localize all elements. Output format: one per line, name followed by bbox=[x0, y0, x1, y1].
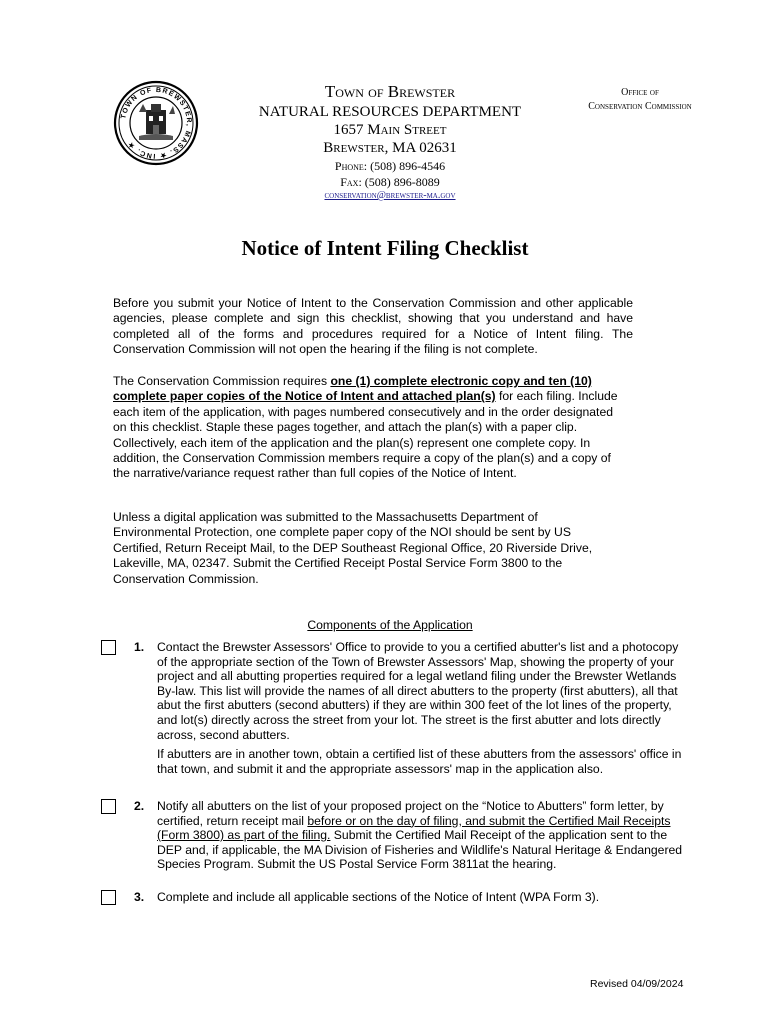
item-2-number: 2. bbox=[134, 799, 145, 813]
letterhead bbox=[250, 82, 530, 202]
item-2-checkbox[interactable] bbox=[101, 799, 116, 814]
item-2-text bbox=[157, 799, 685, 872]
intro-paragraph: Before you submit your Notice of Intent to the Conservation Commission and other applicable agencies, please complete and sign this checklist, showing that you understand and have completed all of the forms and procedures required for a Notice of Intent filing. The Conservation Commission will not open the hearing if the filing is not complete. bbox=[113, 296, 633, 357]
copies-text-after: for each filing. Include each item of the application, with pages numbered consecutively and in the order designated on this checklist. Staple these pages together, and attach the plan(s) with a paper clip. Collectively, each item of the application and the plan(s) represent one complete copy. In addition, the Conservation Commission members require a copy of the plan(s) and a copy of the narrative/variance request rather than full copies of the Notice of Intent. bbox=[113, 389, 618, 481]
office-line-2: Conservation Commission bbox=[588, 101, 692, 112]
town-name: Town of Brewster bbox=[324, 82, 456, 101]
item-3-text: Complete and include all applicable sections of the Notice of Intent (WPA Form 3). bbox=[157, 890, 600, 904]
digital-paragraph: Unless a digital application was submitted to the Massachusetts Department of Environmental Protection, one complete paper copy of the NOI should be sent by US Certified, Return Receipt Mail, to the DEP Southeast Regional Office, 20 Riverside Drive, Lakeville, MA, 02347. Submit the Certified Receipt Postal Service Form 3800 to the Conservation Commission. bbox=[113, 510, 593, 586]
office-label bbox=[550, 86, 730, 114]
item-3-number: 3. bbox=[134, 890, 145, 904]
item-1-checkbox[interactable] bbox=[101, 640, 116, 655]
street-address: 1657 Main Street bbox=[333, 122, 447, 139]
item-2-text-b: Submit the Certified Mail Receipt of the application sent to the DEP and, if applicable, the MA Division of Fisheries and Wildlife's Natural Heritage & Endangered Species Program. Submit the US Postal Service Form 3811at the hearing. bbox=[157, 828, 683, 872]
components-heading: Components of the Application bbox=[307, 618, 473, 632]
email-link[interactable]: conservation@brewster-ma.gov bbox=[324, 190, 456, 201]
copies-paragraph bbox=[113, 374, 618, 482]
copies-emphasis: one (1) complete electronic copy and ten (10) complete paper copies of the Notice of Intent and attached plan(s) bbox=[113, 374, 592, 404]
item-3-checkbox[interactable] bbox=[101, 890, 116, 905]
city-address: Brewster, MA 02631 bbox=[323, 140, 457, 157]
town-seal-logo bbox=[113, 80, 199, 166]
phone-number: Phone: (508) 896-4546 bbox=[334, 158, 446, 173]
svg-text:TOWN OF BREWSTER, MASS. ★ INC.: TOWN OF BREWSTER, MASS. ★ INC. ★ bbox=[120, 86, 193, 160]
office-line-1: Office of bbox=[621, 87, 659, 98]
department-name: NATURAL RESOURCES DEPARTMENT bbox=[258, 103, 522, 120]
item-1-text: Contact the Brewster Assessors' Office to provide to you a certified abutter's list and a photocopy of the appropriate section of the Town of Brewster Assessors' Map, showing the property of your project and all abutting properties required for a legal wetland filing under the Brewster Wetlands By-law. This list will provide the names of all direct abutters to the property (first abutters), all that abut the first abutters (second abutters) if they are within 300 feet of the lot lines of the property, and lot(s) directly across the street from your lot. The street is the first abutter and lots directly across, second abutters. bbox=[157, 640, 679, 742]
fax-number: Fax: (508) 896-8089 bbox=[340, 174, 440, 189]
revision-date: Revised 04/09/2024 bbox=[590, 978, 684, 990]
item-2-text-underlined: before or on the day of filing, and submit the Certified Mail Receipts (Form 3800) as part of the filing. bbox=[157, 813, 671, 843]
item-1-number: 1. bbox=[134, 640, 145, 654]
item-1-note: If abutters are in another town, obtain a certified list of these abutters from the assessors' office in that town, and submit it and the appropriate assessors' map in the application also. bbox=[157, 747, 682, 776]
item-2-text-a: Notify all abutters on the list of your proposed project on the “Notice to Abutters” form letter, by certified, return receipt mail bbox=[157, 799, 664, 828]
page-title: Notice of Intent Filing Checklist bbox=[241, 236, 529, 260]
copies-text-before: The Conservation Commission requires bbox=[113, 374, 331, 388]
